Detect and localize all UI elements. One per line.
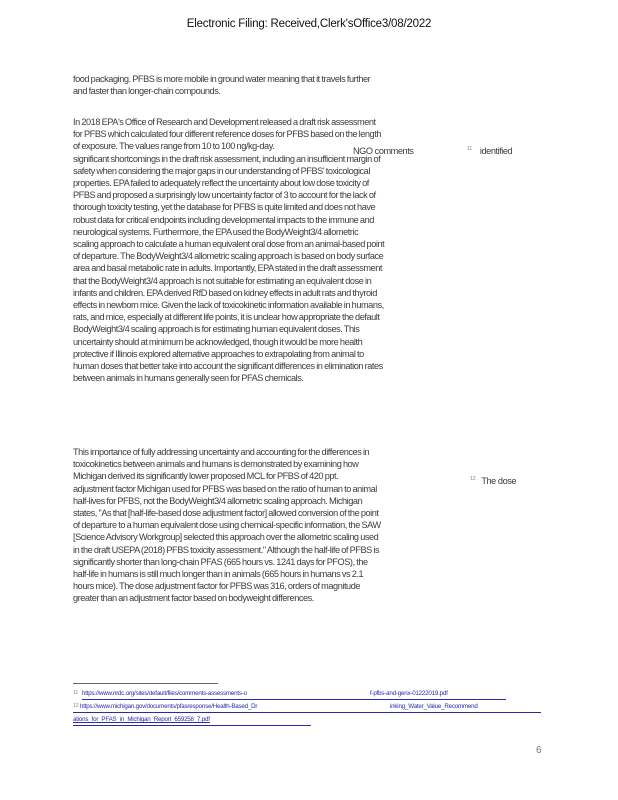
para3-line: Michigan derived its significantly lower proposed MCL for PFBS of 420 ppt. xyxy=(73,471,339,482)
footnote-11-link-part2[interactable]: f-pfbs-and-genx-01222019.pdf xyxy=(370,690,448,697)
para3-line: greater than an adjustment factor based on bodyweight differences. xyxy=(73,593,314,604)
para3-line: in the draft USEPA (2018) PFBS toxicity assessment." Although the half-life of PFBS is xyxy=(73,544,380,555)
para1-line: food packaging. PFBS is more mobile in ground water meaning that it travels further xyxy=(73,74,371,84)
para2-line: infants and children. EPA derived RfD based on kidney effects in adult rats and thyroid xyxy=(73,287,377,298)
para1-line: and faster than longer-chain compounds. xyxy=(73,86,221,97)
para2-line: rats, and mice, especially at different life points, it is unclear how appropriate the default xyxy=(73,312,380,323)
footnote-ref-12: $^{12}$ The dose xyxy=(470,476,517,486)
para2-line: safety when considering the major gaps in our understanding of PFBS' toxicological xyxy=(73,165,370,176)
page-number: 6 xyxy=(536,745,542,756)
para3-line: half-life in humans is still much longer than in animals (665 hours in humans vs 2.1 xyxy=(73,569,364,580)
para2-line: BodyWeight3/4 scaling approach is for estimating human equivalent doses. This xyxy=(73,324,360,335)
footnote-12-underline-2 xyxy=(73,725,311,726)
ngo-comments-text: NGO comments xyxy=(353,146,414,156)
para2-line: neurological systems. Furthermore, the EPA used the BodyWeight3/4 allometric xyxy=(73,226,359,237)
para3-line: adjustment factor Michigan used for PFBS was based on the ratio of human to animal xyxy=(73,483,377,494)
footnote-12-link-part1[interactable]: https://www.michigan.gov/documents/pfasresponse/Health-Based_Dr xyxy=(80,703,258,710)
para3-line: hours mice). The dose adjustment factor for PFBS was 316, orders of magnitude xyxy=(73,581,361,592)
para2-line: robust data for critical endpoints including developmental impacts to the immune and xyxy=(73,214,374,225)
para3-line: toxicokinetics between animals and humans is demonstrated by examining how xyxy=(73,459,359,470)
filing-header: Electronic Filing: Received,Clerk'sOffice3/08/2022 xyxy=(186,18,432,30)
footnote-separator xyxy=(73,683,218,684)
para2-line: thorough toxicity testing, yet the database for PFBS is quite limited and does not have xyxy=(73,202,376,213)
para3-line: [Science Advisory Workgroup] selected this approach over the allometric scaling used xyxy=(73,532,379,543)
footnote-12-number: 12 xyxy=(73,703,79,709)
para2-line: properties. EPA failed to adequately reflect the uncertainty about low dose toxicity of xyxy=(73,178,369,189)
para2-line: PFBS and proposed a surprisingly low uncertainty factor of 3 to account for the lack of xyxy=(73,190,376,201)
para3-line: This importance of fully addressing uncertainty and accounting for the differences in xyxy=(73,447,370,457)
para2-line: for PFBS which calculated four different reference doses for PFBS based on the length xyxy=(73,129,381,140)
paragraph-1 xyxy=(73,73,413,97)
para2-line: protective if Illinois explored alternative approaches to extrapolating from animal to xyxy=(73,348,364,359)
para3-line: significantly shorter than long-chain PFAS (665 hours vs. 1241 days for PFOS), the xyxy=(73,556,368,567)
para2-line: of departure. The BodyWeight3/4 allometric scaling approach is based on body surface xyxy=(73,251,384,262)
footnote-11-underline xyxy=(82,699,506,700)
para2-line: area and basal metabolic rate in adults. Importantly, EPA stated in the draft assessment xyxy=(73,263,382,274)
footnote-11-link-part1[interactable]: https://www.nrdc.org/sites/default/files/comments-assessments-o xyxy=(82,690,247,697)
footnote-11-number: 11 xyxy=(73,690,79,696)
para2-line: scaling approach to calculate a human equivalent oral dose from an animal-based point xyxy=(73,239,385,250)
para2-line: between animals in humans generally seen for PFAS chemicals. xyxy=(73,373,304,384)
footnote-12-link-part3[interactable]: ations_for_PFAS_in_Michigan_Report_659258_7.pdf xyxy=(73,716,210,723)
para3-line: of departure to a human equivalent dose using chemical-specific information, the SAW xyxy=(73,520,381,531)
para2-line: uncertainty should at minimum be acknowledged, though it would be more health xyxy=(73,336,363,347)
para2-line: In 2018 EPA's Office of Research and Development released a draft risk assessment xyxy=(73,117,376,127)
footnote-ref-11: $^{11}$ identified xyxy=(467,146,513,156)
paragraph-3 xyxy=(73,446,413,605)
para3-line: states, "As that [half-life-based dose adjustment factor] allowed conversion of the point xyxy=(73,508,379,519)
para2-line: that the BodyWeight3/4 approach is not suitable for estimating an equivalent dose in xyxy=(73,275,372,286)
paragraph-2 xyxy=(73,116,413,384)
footnote-12-underline xyxy=(73,712,541,713)
para2-line: effects in newborn mice. Given the lack of toxicokinetic information available in humans, xyxy=(73,300,384,311)
para2-line: of exposure. The values range from 10 to 100 ng/kg-day. xyxy=(73,141,275,152)
para2-line: human doses that better take into account the significant differences in elimination rates xyxy=(73,361,383,372)
footnote-12-link-part2[interactable]: inking_Water_Value_Recommend xyxy=(390,703,478,710)
para3-line: half-lives for PFBS, not the BodyWeight3/4 allometric scaling approach. Michigan xyxy=(73,495,363,506)
para2-line: significant shortcomings in the draft risk assessment, including an insufficient margin of xyxy=(73,153,381,164)
